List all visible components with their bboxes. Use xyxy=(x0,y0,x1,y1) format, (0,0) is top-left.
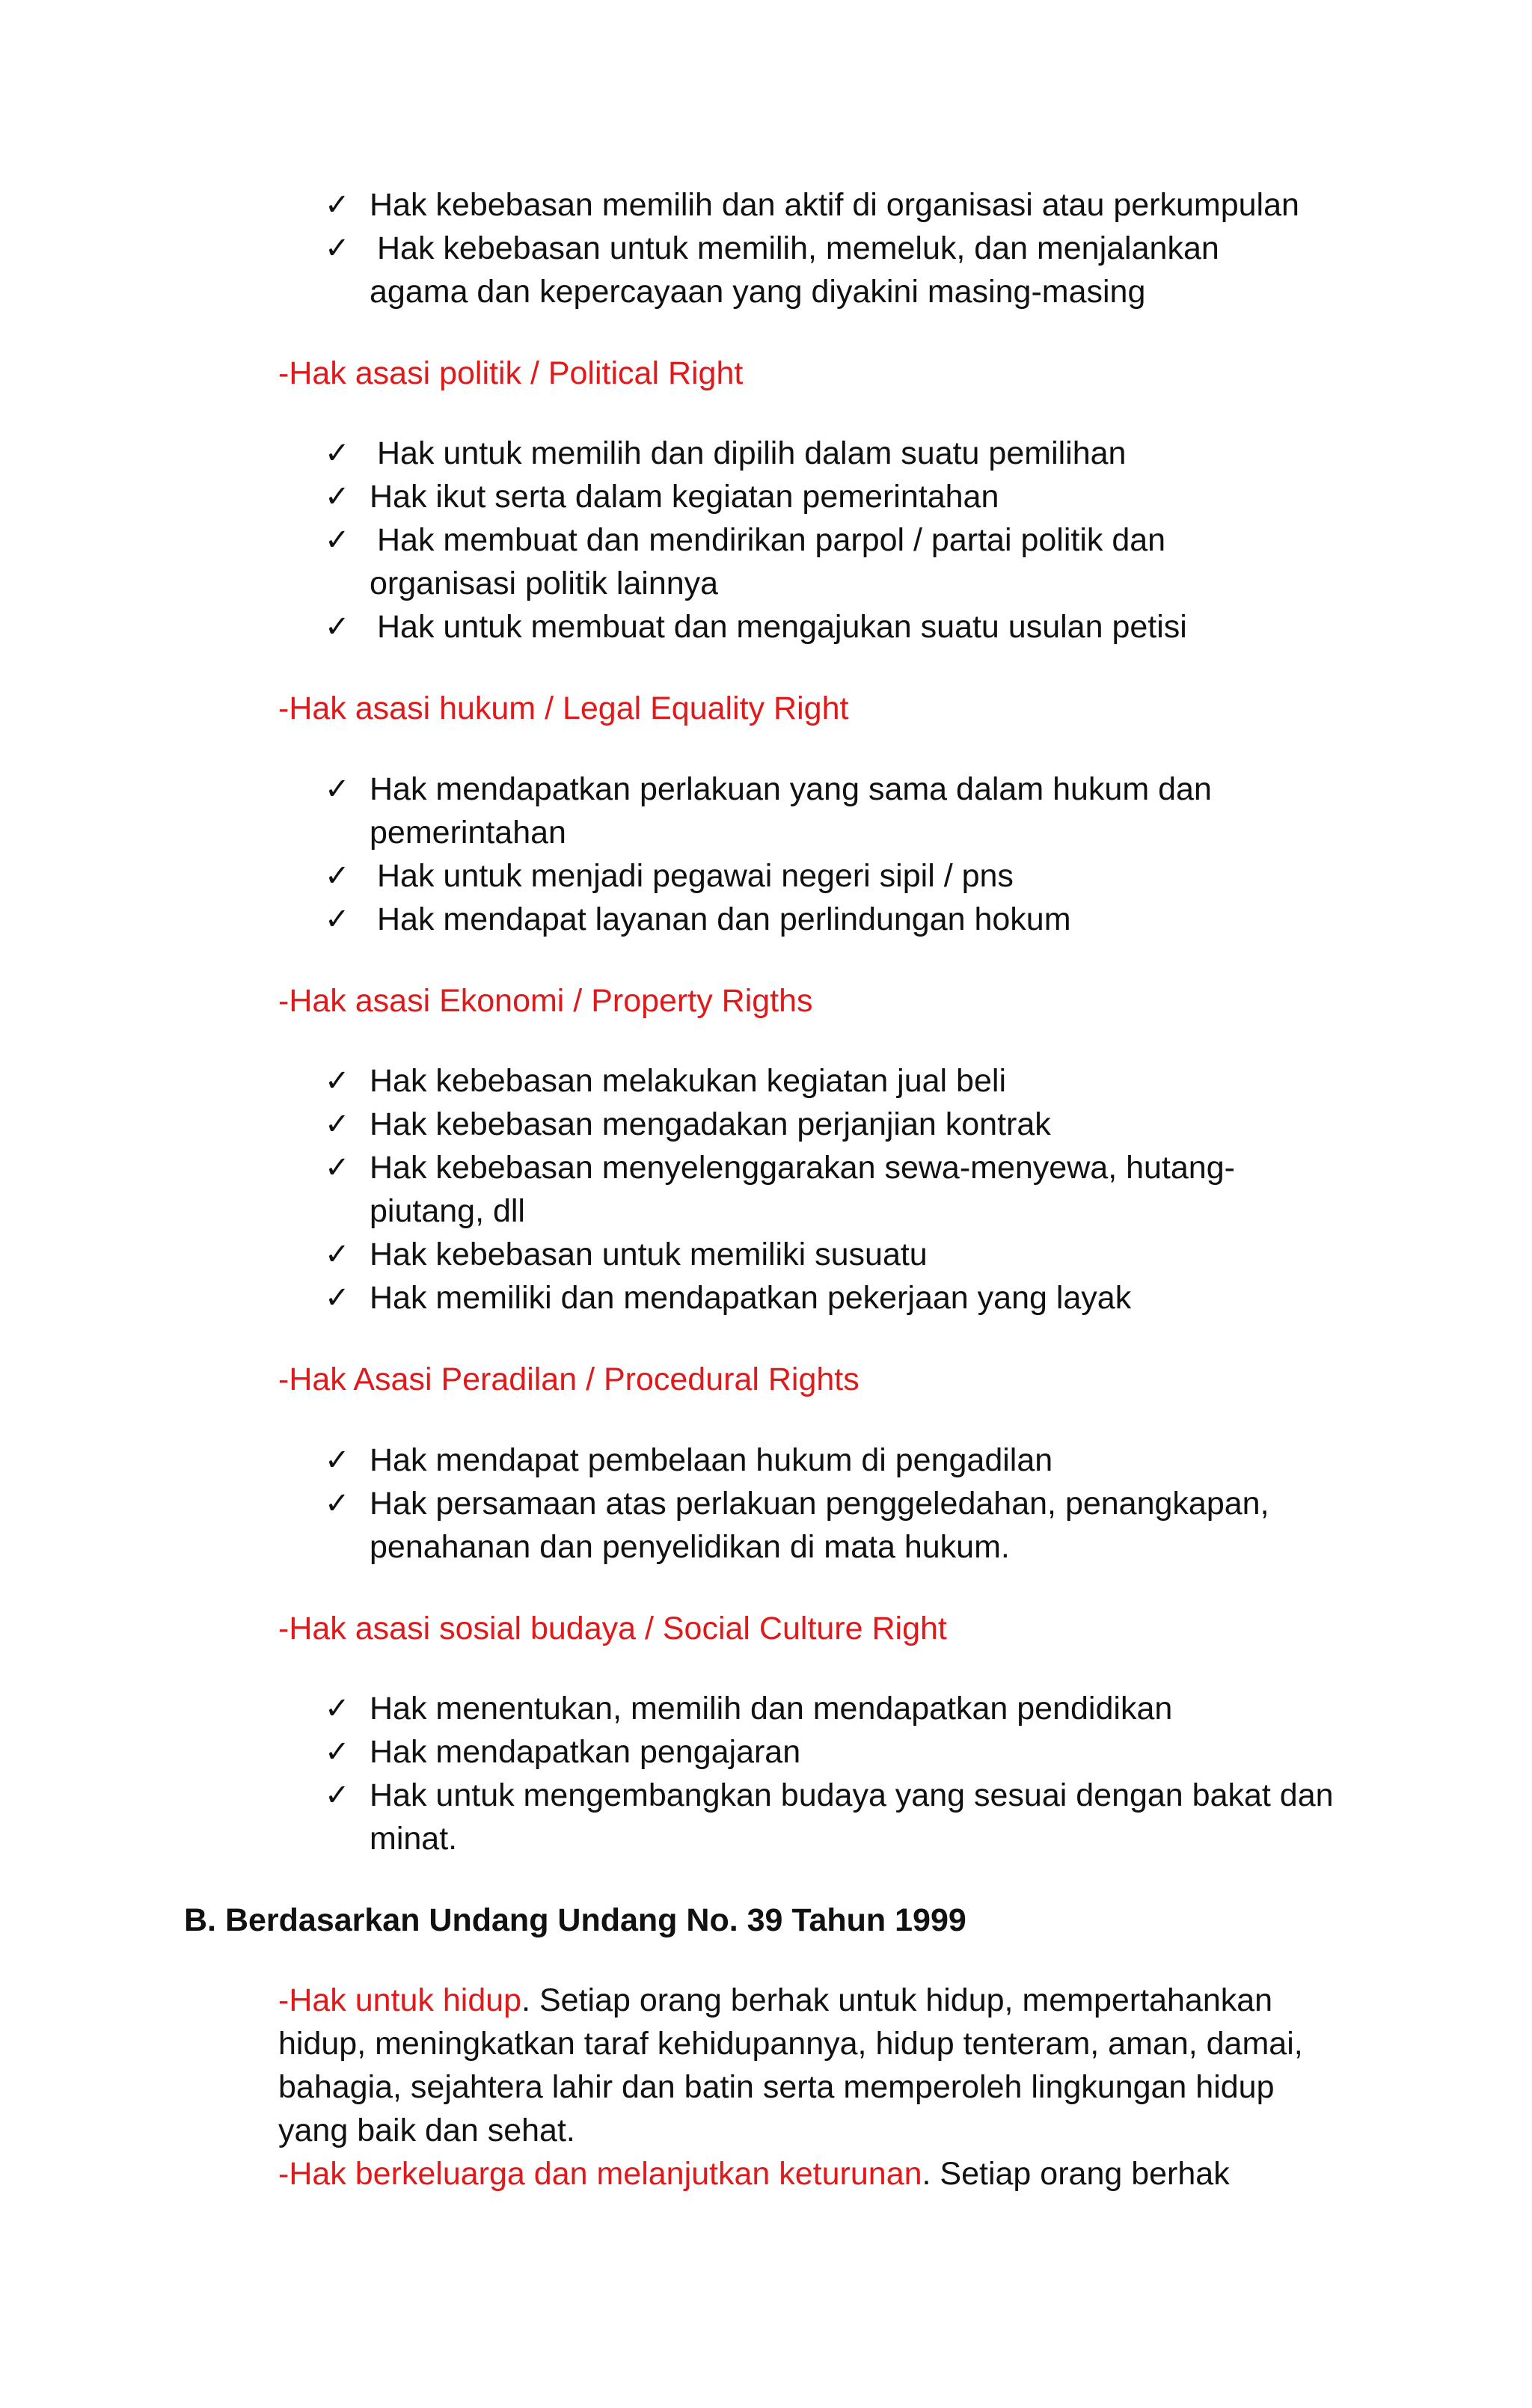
paragraph-text: . Setiap orang berhak untuk hidup, mempertahankan xyxy=(521,1982,1273,2018)
section-heading-politik: -Hak asasi politik / Political Right xyxy=(278,355,744,391)
check-icon: ✓ xyxy=(325,1486,350,1521)
section-heading-sosial-budaya: -Hak asasi sosial budaya / Social Culture Right xyxy=(278,1611,947,1646)
list-item: Hak mendapat pembelaan hukum di pengadilan xyxy=(370,1442,1053,1478)
check-icon: ✓ xyxy=(325,859,350,893)
list-item: Hak kebebasan melakukan kegiatan jual beli xyxy=(370,1063,1006,1099)
check-icon: ✓ xyxy=(325,902,350,937)
list-item: Hak mendapatkan pengajaran xyxy=(370,1734,801,1770)
check-icon: ✓ xyxy=(325,1691,350,1726)
list-item: Hak untuk memilih dan dipilih dalam suatu pemilihan xyxy=(377,435,1127,471)
list-item: Hak memiliki dan mendapatkan pekerjaan yang layak xyxy=(370,1280,1132,1316)
section-heading-peradilan: -Hak Asasi Peradilan / Procedural Rights xyxy=(278,1361,860,1397)
list-item-continuation: penahanan dan penyelidikan di mata hukum. xyxy=(370,1529,1010,1565)
check-icon: ✓ xyxy=(325,1281,350,1315)
paragraph-hak-berkeluarga xyxy=(278,2152,1230,2196)
list-item-continuation: agama dan kepercayaan yang diyakini masing-masing xyxy=(370,274,1146,310)
list-item: Hak kebebasan mengadakan perjanjian kontrak xyxy=(370,1106,1051,1142)
list-item: Hak kebebasan menyelenggarakan sewa-menyewa, hutang- xyxy=(370,1150,1235,1186)
check-icon: ✓ xyxy=(325,1778,350,1813)
check-icon: ✓ xyxy=(325,1237,350,1272)
list-item: Hak kebebasan memilih dan aktif di organisasi atau perkumpulan xyxy=(370,187,1299,223)
paragraph-line: hidup, meningkatkan taraf kehidupannya, hidup tenteram, aman, damai, xyxy=(278,2026,1303,2062)
list-item: Hak untuk membuat dan mengajukan suatu usulan petisi xyxy=(377,609,1187,645)
list-item-continuation: pemerintahan xyxy=(370,815,566,851)
paragraph-line: bahagia, sejahtera lahir dan batin serta memperoleh lingkungan hidup xyxy=(278,2069,1275,2105)
check-icon: ✓ xyxy=(325,772,350,806)
list-item: Hak membuat dan mendirikan parpol / partai politik dan xyxy=(377,522,1166,558)
section-heading-ekonomi: -Hak asasi Ekonomi / Property Rigths xyxy=(278,983,813,1019)
list-item: Hak kebebasan untuk memiliki susuatu xyxy=(370,1237,928,1272)
list-item-continuation: minat. xyxy=(370,1821,458,1857)
check-icon: ✓ xyxy=(325,523,350,557)
term-hak-hidup: -Hak untuk hidup xyxy=(278,1982,522,2018)
list-item: Hak kebebasan untuk memilih, memeluk, dan menjalankan xyxy=(377,230,1219,266)
paragraph-hak-hidup xyxy=(278,1979,1272,2022)
list-item-continuation: piutang, dll xyxy=(370,1193,525,1229)
list-item: Hak mendapatkan perlakuan yang sama dalam hukum dan xyxy=(370,771,1212,807)
check-icon: ✓ xyxy=(325,231,350,266)
check-icon: ✓ xyxy=(325,480,350,514)
list-item: Hak persamaan atas perlakuan penggeledahan, penangkapan, xyxy=(370,1486,1269,1522)
check-icon: ✓ xyxy=(325,1151,350,1185)
check-icon: ✓ xyxy=(325,1443,350,1477)
check-icon: ✓ xyxy=(325,610,350,644)
section-heading-hukum: -Hak asasi hukum / Legal Equality Right xyxy=(278,690,849,726)
list-item: Hak untuk menjadi pegawai negeri sipil / pns xyxy=(377,858,1014,894)
list-item: Hak menentukan, memilih dan mendapatkan pendidikan xyxy=(370,1691,1173,1727)
paragraph-line: yang baik dan sehat. xyxy=(278,2113,575,2148)
check-icon: ✓ xyxy=(325,188,350,222)
list-item: Hak untuk mengembangkan budaya yang sesuai dengan bakat dan xyxy=(370,1777,1334,1813)
check-icon: ✓ xyxy=(325,1064,350,1098)
list-item: Hak ikut serta dalam kegiatan pemerintahan xyxy=(370,479,999,515)
check-icon: ✓ xyxy=(325,436,350,471)
list-item: Hak mendapat layanan dan perlindungan hokum xyxy=(377,901,1071,937)
term-hak-berkeluarga: -Hak berkeluarga dan melanjutkan keturunan xyxy=(278,2156,922,2192)
check-icon: ✓ xyxy=(325,1107,350,1142)
list-item-continuation: organisasi politik lainnya xyxy=(370,566,719,601)
check-icon: ✓ xyxy=(325,1735,350,1769)
section-b-title: B. Berdasarkan Undang Undang No. 39 Tahun 1999 xyxy=(184,1902,966,1938)
paragraph-text: . Setiap orang berhak xyxy=(922,2156,1230,2192)
